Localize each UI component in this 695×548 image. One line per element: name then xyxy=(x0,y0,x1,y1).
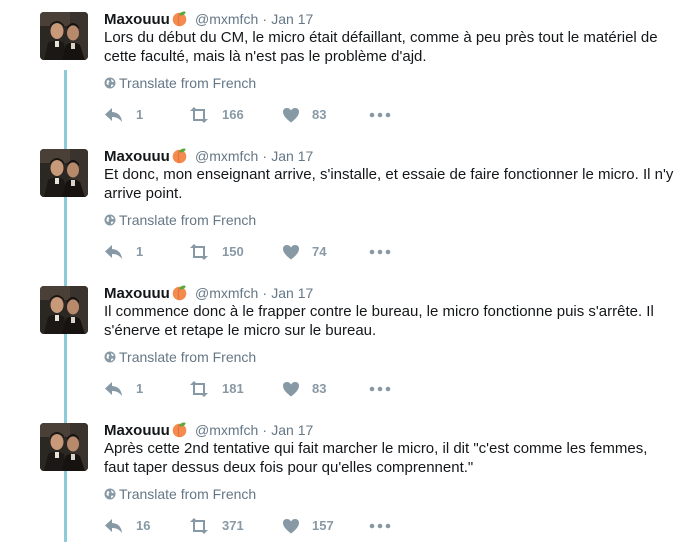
retweet-icon xyxy=(188,244,210,260)
tweet-header xyxy=(104,420,313,440)
avatar[interactable] xyxy=(40,286,88,334)
tweet-timestamp[interactable]: Jan 17 xyxy=(271,11,314,27)
ellipsis-icon xyxy=(369,249,391,255)
reply-count: 1 xyxy=(136,381,144,396)
heart-icon xyxy=(282,381,300,397)
globe-icon xyxy=(104,75,116,87)
like-button[interactable] xyxy=(282,104,326,126)
retweet-button[interactable] xyxy=(188,241,244,263)
translate-label: Translate from French xyxy=(119,212,257,228)
user-handle[interactable]: @mxmfch xyxy=(195,285,259,301)
retweet-count: 166 xyxy=(222,107,244,122)
ellipsis-icon xyxy=(369,386,391,392)
peach-emoji-icon xyxy=(171,421,188,438)
display-name[interactable]: Maxouuu xyxy=(104,11,170,28)
reply-count: 16 xyxy=(136,518,151,533)
globe-icon xyxy=(104,486,116,498)
more-options-button[interactable] xyxy=(369,104,391,126)
tweet-text: Après cette 2nd tentative qui fait marcher le micro, il dit "c'est comme les femmes, faut taper dessus deux fois pour qu'elles comprennent." xyxy=(104,440,648,476)
heart-icon xyxy=(282,518,300,534)
reply-arrow-icon xyxy=(104,518,124,534)
like-count: 74 xyxy=(312,244,327,259)
more-options-button[interactable] xyxy=(369,241,391,263)
retweet-button[interactable] xyxy=(188,104,244,126)
retweet-button[interactable] xyxy=(188,378,244,400)
reply-button[interactable] xyxy=(104,378,143,400)
translate-label: Translate from French xyxy=(119,349,257,365)
ellipsis-icon xyxy=(369,523,391,529)
retweet-count: 371 xyxy=(222,518,244,533)
avatar[interactable] xyxy=(40,149,88,197)
avatar[interactable] xyxy=(40,12,88,60)
translate-link[interactable] xyxy=(104,348,256,366)
tweet-header xyxy=(104,146,313,166)
translate-link[interactable] xyxy=(104,485,256,503)
like-count: 83 xyxy=(312,381,327,396)
user-handle[interactable]: @mxmfch xyxy=(195,11,259,27)
tweet-timestamp[interactable]: Jan 17 xyxy=(271,285,314,301)
translate-link[interactable] xyxy=(104,74,256,92)
retweet-icon xyxy=(188,518,210,534)
display-name[interactable]: Maxouuu xyxy=(104,285,170,302)
separator-dot: · xyxy=(262,11,268,27)
tweet-timestamp[interactable]: Jan 17 xyxy=(271,148,314,164)
reply-button[interactable] xyxy=(104,104,143,126)
tweet-text: Et donc, mon enseignant arrive, s'installe, et essaie de faire fonctionner le micro. Il n'y arrive point. xyxy=(104,166,674,202)
display-name[interactable]: Maxouuu xyxy=(104,422,170,439)
reply-button[interactable] xyxy=(104,515,150,537)
like-button[interactable] xyxy=(282,241,326,263)
separator-dot: · xyxy=(262,422,268,438)
reply-button[interactable] xyxy=(104,241,143,263)
reply-count: 1 xyxy=(136,244,144,259)
tweet[interactable] xyxy=(0,274,695,411)
retweet-icon xyxy=(188,107,210,123)
globe-icon xyxy=(104,349,116,361)
separator-dot: · xyxy=(262,148,268,164)
avatar-photo xyxy=(40,286,88,334)
tweet[interactable] xyxy=(0,411,695,548)
display-name[interactable]: Maxouuu xyxy=(104,148,170,165)
reply-arrow-icon xyxy=(104,107,124,123)
avatar-photo xyxy=(40,423,88,471)
avatar[interactable] xyxy=(40,423,88,471)
retweet-icon xyxy=(188,381,210,397)
peach-emoji-icon xyxy=(171,284,188,301)
user-handle[interactable]: @mxmfch xyxy=(195,148,259,164)
tweet-text: Lors du début du CM, le micro était défaillant, comme à peu près tout le matériel de cette faculté, mais là n'est pas le problème d'ajd. xyxy=(104,29,658,65)
reply-count: 1 xyxy=(136,107,144,122)
tweet[interactable] xyxy=(0,137,695,274)
tweet-header xyxy=(104,9,313,29)
like-button[interactable] xyxy=(282,515,334,537)
avatar-photo xyxy=(40,12,88,60)
retweet-button[interactable] xyxy=(188,515,244,537)
retweet-count: 181 xyxy=(222,381,244,396)
avatar-photo xyxy=(40,149,88,197)
tweet[interactable] xyxy=(0,0,695,137)
retweet-count: 150 xyxy=(222,244,244,259)
separator-dot: · xyxy=(262,285,268,301)
more-options-button[interactable] xyxy=(369,515,391,537)
translate-link[interactable] xyxy=(104,211,256,229)
reply-arrow-icon xyxy=(104,381,124,397)
heart-icon xyxy=(282,107,300,123)
like-button[interactable] xyxy=(282,378,326,400)
tweet-timestamp[interactable]: Jan 17 xyxy=(271,422,314,438)
globe-icon xyxy=(104,212,116,224)
peach-emoji-icon xyxy=(171,147,188,164)
tweet-header xyxy=(104,283,313,303)
more-options-button[interactable] xyxy=(369,378,391,400)
translate-label: Translate from French xyxy=(119,75,257,91)
tweet-text: Il commence donc à le frapper contre le bureau, le micro fonctionne puis s'arrête. Il s'énerve et retape le micro sur le bureau. xyxy=(104,303,654,339)
reply-arrow-icon xyxy=(104,244,124,260)
like-count: 83 xyxy=(312,107,327,122)
ellipsis-icon xyxy=(369,112,391,118)
translate-label: Translate from French xyxy=(119,486,257,502)
like-count: 157 xyxy=(312,518,334,533)
heart-icon xyxy=(282,244,300,260)
peach-emoji-icon xyxy=(171,10,188,27)
user-handle[interactable]: @mxmfch xyxy=(195,422,259,438)
